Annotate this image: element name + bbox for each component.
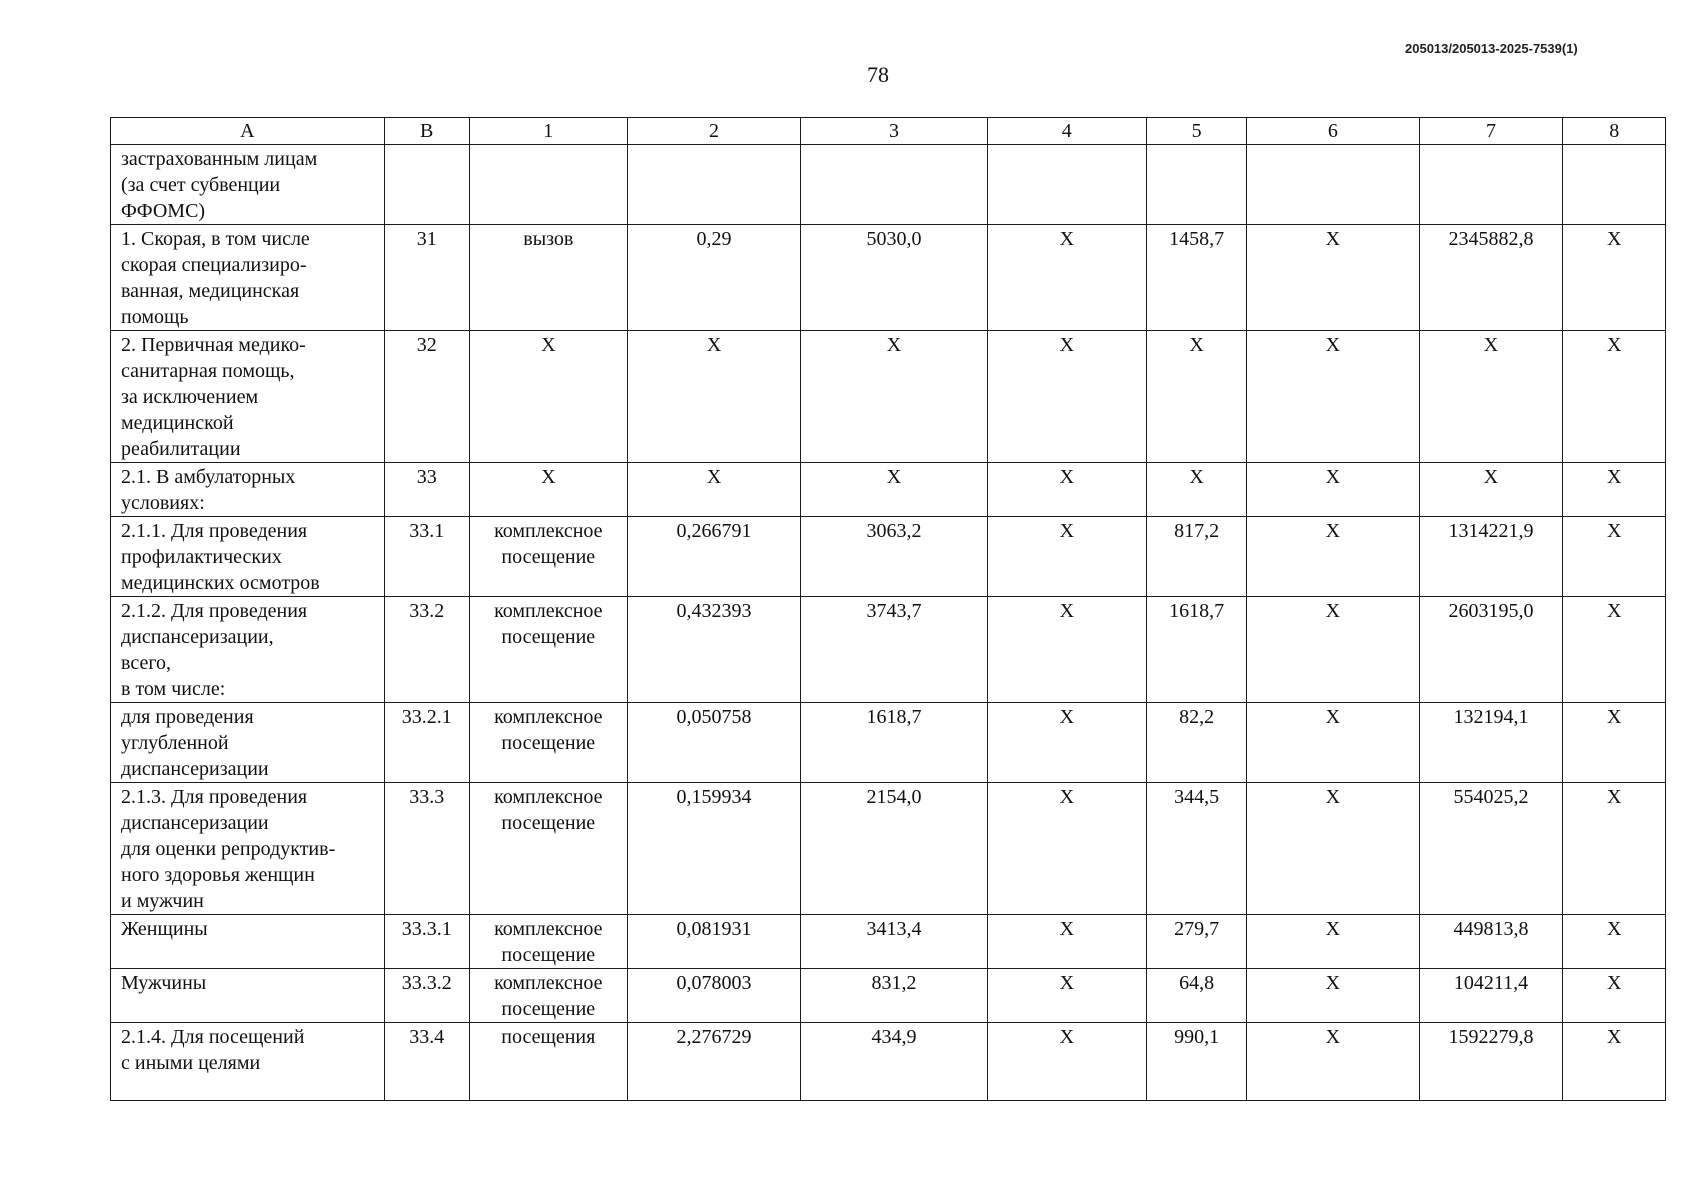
value-cell: Х <box>1563 915 1666 969</box>
value-cell: Х <box>1247 1023 1419 1101</box>
value-cell: Х <box>1247 597 1419 703</box>
column-header: А <box>111 118 385 145</box>
value-cell: Х <box>1563 463 1666 517</box>
value-cell: Х <box>1146 331 1246 463</box>
value-cell: 0,050758 <box>627 703 800 783</box>
column-header: 8 <box>1563 118 1666 145</box>
unit-cell: Х <box>469 463 627 517</box>
table-row <box>111 915 1666 969</box>
value-cell: Х <box>1563 331 1666 463</box>
value-cell: Х <box>987 783 1146 915</box>
value-cell: Х <box>627 463 800 517</box>
value-cell: Х <box>1247 783 1419 915</box>
value-cell: 0,159934 <box>627 783 800 915</box>
value-cell: 434,9 <box>801 1023 987 1101</box>
row-code-cell: 33.3.2 <box>384 969 469 1023</box>
value-cell: 344,5 <box>1146 783 1246 915</box>
value-cell: 3743,7 <box>801 597 987 703</box>
row-name-cell: 2.1. В амбулаторных условиях: <box>111 463 385 517</box>
table-row <box>111 597 1666 703</box>
table-row <box>111 517 1666 597</box>
row-name-cell: 2.1.4. Для посещений с иными целями <box>111 1023 385 1101</box>
column-header: 2 <box>627 118 800 145</box>
row-code-cell: 33.1 <box>384 517 469 597</box>
value-cell: Х <box>801 463 987 517</box>
value-cell: Х <box>987 597 1146 703</box>
value-cell: 82,2 <box>1146 703 1246 783</box>
unit-cell: вызов <box>469 225 627 331</box>
row-code-cell: 32 <box>384 331 469 463</box>
value-cell: Х <box>1419 331 1563 463</box>
value-cell: 2154,0 <box>801 783 987 915</box>
value-cell <box>1563 145 1666 225</box>
table-row <box>111 969 1666 1023</box>
value-cell: Х <box>1247 703 1419 783</box>
value-cell: Х <box>1563 517 1666 597</box>
unit-cell: комплексное посещение <box>469 915 627 969</box>
row-name-cell: 2.1.1. Для проведения профилактических медицинских осмотров <box>111 517 385 597</box>
row-name-cell: застрахованным лицам (за счет субвенции ФФОМС) <box>111 145 385 225</box>
data-table <box>110 117 1666 1101</box>
unit-cell: Х <box>469 331 627 463</box>
row-name-cell: 2.1.2. Для проведения диспансеризации, всего, в том числе: <box>111 597 385 703</box>
value-cell: 1618,7 <box>1146 597 1246 703</box>
column-header: В <box>384 118 469 145</box>
table-row <box>111 331 1666 463</box>
value-cell: Х <box>1247 969 1419 1023</box>
value-cell: Х <box>1563 703 1666 783</box>
value-cell: 2345882,8 <box>1419 225 1563 331</box>
value-cell: 449813,8 <box>1419 915 1563 969</box>
row-name-cell: 1. Скорая, в том числе скорая специализиро- ванная, медицинская помощь <box>111 225 385 331</box>
document-id: 205013/205013-2025-7539(1) <box>1405 41 1578 56</box>
value-cell: Х <box>1146 463 1246 517</box>
value-cell: 2603195,0 <box>1419 597 1563 703</box>
unit-cell: комплексное посещение <box>469 969 627 1023</box>
unit-cell: комплексное посещение <box>469 517 627 597</box>
value-cell: 0,081931 <box>627 915 800 969</box>
value-cell: 817,2 <box>1146 517 1246 597</box>
row-name-cell: 2. Первичная медико- санитарная помощь, за исключением медицинской реабилитации <box>111 331 385 463</box>
value-cell: 1458,7 <box>1146 225 1246 331</box>
page-number: 78 <box>867 62 889 87</box>
row-code-cell: 31 <box>384 225 469 331</box>
value-cell: 0,432393 <box>627 597 800 703</box>
value-cell: 64,8 <box>1146 969 1246 1023</box>
column-header: 4 <box>987 118 1146 145</box>
value-cell: Х <box>987 969 1146 1023</box>
value-cell <box>627 145 800 225</box>
value-cell: 0,29 <box>627 225 800 331</box>
value-cell: Х <box>1247 331 1419 463</box>
value-cell: Х <box>1247 463 1419 517</box>
row-code-cell: 33.2 <box>384 597 469 703</box>
table-row <box>111 463 1666 517</box>
value-cell: 3063,2 <box>801 517 987 597</box>
value-cell: Х <box>987 463 1146 517</box>
unit-cell: посещения <box>469 1023 627 1101</box>
row-code-cell: 33.3 <box>384 783 469 915</box>
column-header: 3 <box>801 118 987 145</box>
column-header: 1 <box>469 118 627 145</box>
value-cell: 0,078003 <box>627 969 800 1023</box>
row-code-cell: 33 <box>384 463 469 517</box>
unit-cell: комплексное посещение <box>469 703 627 783</box>
unit-cell: комплексное посещение <box>469 597 627 703</box>
value-cell: 990,1 <box>1146 1023 1246 1101</box>
value-cell <box>801 145 987 225</box>
row-code-cell: 33.2.1 <box>384 703 469 783</box>
value-cell: 831,2 <box>801 969 987 1023</box>
value-cell: Х <box>627 331 800 463</box>
row-code-cell: 33.3.1 <box>384 915 469 969</box>
value-cell: Х <box>1563 1023 1666 1101</box>
value-cell <box>1419 145 1563 225</box>
column-header: 7 <box>1419 118 1563 145</box>
unit-cell <box>469 145 627 225</box>
value-cell <box>1146 145 1246 225</box>
value-cell: Х <box>987 703 1146 783</box>
table-row <box>111 1023 1666 1101</box>
value-cell: 1592279,8 <box>1419 1023 1563 1101</box>
value-cell: Х <box>1563 969 1666 1023</box>
table-row <box>111 145 1666 225</box>
value-cell: 279,7 <box>1146 915 1246 969</box>
value-cell: Х <box>1563 225 1666 331</box>
value-cell: Х <box>987 1023 1146 1101</box>
table-row <box>111 783 1666 915</box>
value-cell: 132194,1 <box>1419 703 1563 783</box>
value-cell: Х <box>1563 783 1666 915</box>
value-cell: Х <box>1247 517 1419 597</box>
column-header: 6 <box>1247 118 1419 145</box>
value-cell: Х <box>1419 463 1563 517</box>
value-cell: Х <box>987 517 1146 597</box>
value-cell: Х <box>1563 597 1666 703</box>
value-cell: 5030,0 <box>801 225 987 331</box>
value-cell: Х <box>1247 225 1419 331</box>
unit-cell: комплексное посещение <box>469 783 627 915</box>
value-cell: 1618,7 <box>801 703 987 783</box>
value-cell: Х <box>987 331 1146 463</box>
row-code-cell <box>384 145 469 225</box>
value-cell: 104211,4 <box>1419 969 1563 1023</box>
value-cell: 0,266791 <box>627 517 800 597</box>
row-code-cell: 33.4 <box>384 1023 469 1101</box>
value-cell: Х <box>987 915 1146 969</box>
value-cell <box>987 145 1146 225</box>
column-header: 5 <box>1146 118 1246 145</box>
value-cell: 2,276729 <box>627 1023 800 1101</box>
row-name-cell: Мужчины <box>111 969 385 1023</box>
row-name-cell: для проведения углубленной диспансеризации <box>111 703 385 783</box>
value-cell: 554025,2 <box>1419 783 1563 915</box>
table-row <box>111 225 1666 331</box>
value-cell: Х <box>801 331 987 463</box>
value-cell: Х <box>987 225 1146 331</box>
value-cell: 3413,4 <box>801 915 987 969</box>
value-cell: Х <box>1247 915 1419 969</box>
table-row <box>111 703 1666 783</box>
row-name-cell: 2.1.3. Для проведения диспансеризации для оценки репродуктив- ного здоровья женщин и мужчин <box>111 783 385 915</box>
table-header-row <box>111 118 1666 145</box>
value-cell <box>1247 145 1419 225</box>
value-cell: 1314221,9 <box>1419 517 1563 597</box>
row-name-cell: Женщины <box>111 915 385 969</box>
